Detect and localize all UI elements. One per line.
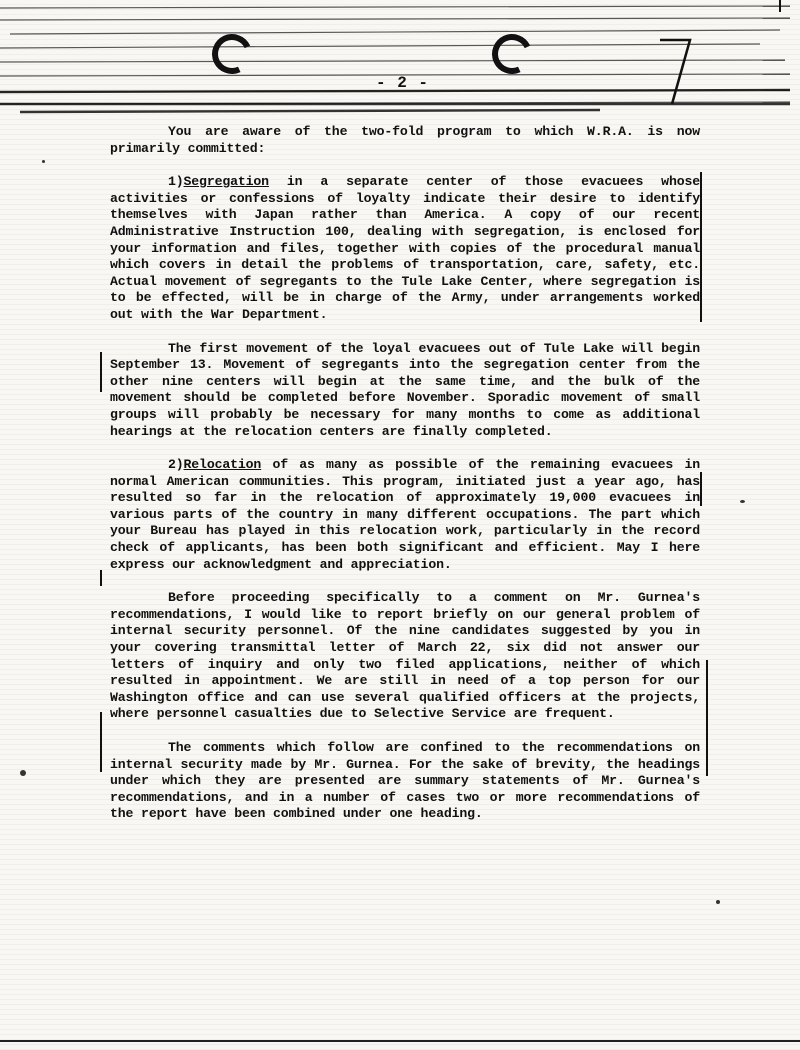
relocation-text: of as many as possible of the remaining evacuees in normal American communities. This program, initiated just a year ago, has resulted so far in the relocation of approximately 19,000 evacuees in various parts of the country in many different occupations. The part which your Bureau has played in this relocation work, particularly in the record check of applicants, has been both significant and efficient. May I here express our acknowledgment and appreciation. bbox=[110, 457, 700, 572]
paragraph-personnel: Before proceeding specifically to a comment on Mr. Gurnea's recommendations, I would like to report briefly on our general problem of internal security personnel. Of the nine candidates suggested by you in your covering transmittal letter of March 22, six did not answer our letters of inquiry and only two filed applications, neither of which resulted in appointment. We are still in need of a top person for our Washington office and can use several qualified officers at the projects, where personnel casualties due to Selective Service are frequent. bbox=[110, 590, 700, 722]
paragraph-intro: You are aware of the two-fold program to which W.R.A. is now primarily committed: bbox=[110, 124, 700, 156]
list-number-2: 2) bbox=[168, 457, 184, 473]
segregation-text: in a separate center of those evacuees whose activities or confessions of loyalty indicate their desire to identify themselves with Japan rather than America. A copy of our recent Administrative Instruction 100, dealing with segregation, is enclosed for your information and files, together with copies of the procedural manual which covers in detail the problems of transportation, care, safety, etc. Actual movement of segregants to the Tule Lake Center, where segregation is to be effected, will be in charge of the Army, under arrangements worked out with the War Department. bbox=[110, 174, 700, 322]
margin-mark-segregation bbox=[700, 172, 702, 322]
scan-speck bbox=[740, 500, 745, 503]
margin-mark-tule-lake bbox=[100, 352, 102, 392]
margin-mark-relocation-left bbox=[100, 570, 102, 586]
segregation-heading: Segregation bbox=[183, 174, 269, 190]
letter-body bbox=[110, 124, 700, 840]
list-number-1: 1) bbox=[168, 174, 184, 190]
scan-header-svg bbox=[0, 0, 800, 118]
margin-mark-personnel-left bbox=[100, 712, 102, 772]
scan-speck bbox=[716, 900, 720, 904]
paragraph-tule-lake: The first movement of the loyal evacuees out of Tule Lake will begin September 13. Movement of segregants into the segregation center from the other nine centers will begin at the same time, and the bulk of the movement should be completed before November. Sporadic movement of small groups will probably be necessary for many months to come as additional hearings at the relocation centers are finally completed. bbox=[110, 340, 700, 439]
margin-mark-personnel bbox=[706, 660, 708, 776]
paragraph-segregation bbox=[110, 174, 700, 323]
margin-mark-relocation bbox=[700, 472, 702, 506]
paragraph-comments: The comments which follow are confined to the recommendations on internal security made by Mr. Gurnea. For the sake of brevity, the headings under which they are presented are summary statements of Mr. Gurnea's recommendations, and in a number of cases two or more recommendations of the report have been combined under one heading. bbox=[110, 740, 700, 822]
scan-header-noise bbox=[0, 0, 800, 118]
page-number: - 2 - bbox=[376, 74, 430, 92]
paragraph-relocation bbox=[110, 457, 700, 573]
scan-speck bbox=[20, 770, 26, 776]
relocation-heading: Relocation bbox=[183, 457, 262, 473]
scan-bottom-edge bbox=[0, 1040, 800, 1042]
scan-speck bbox=[42, 160, 45, 163]
